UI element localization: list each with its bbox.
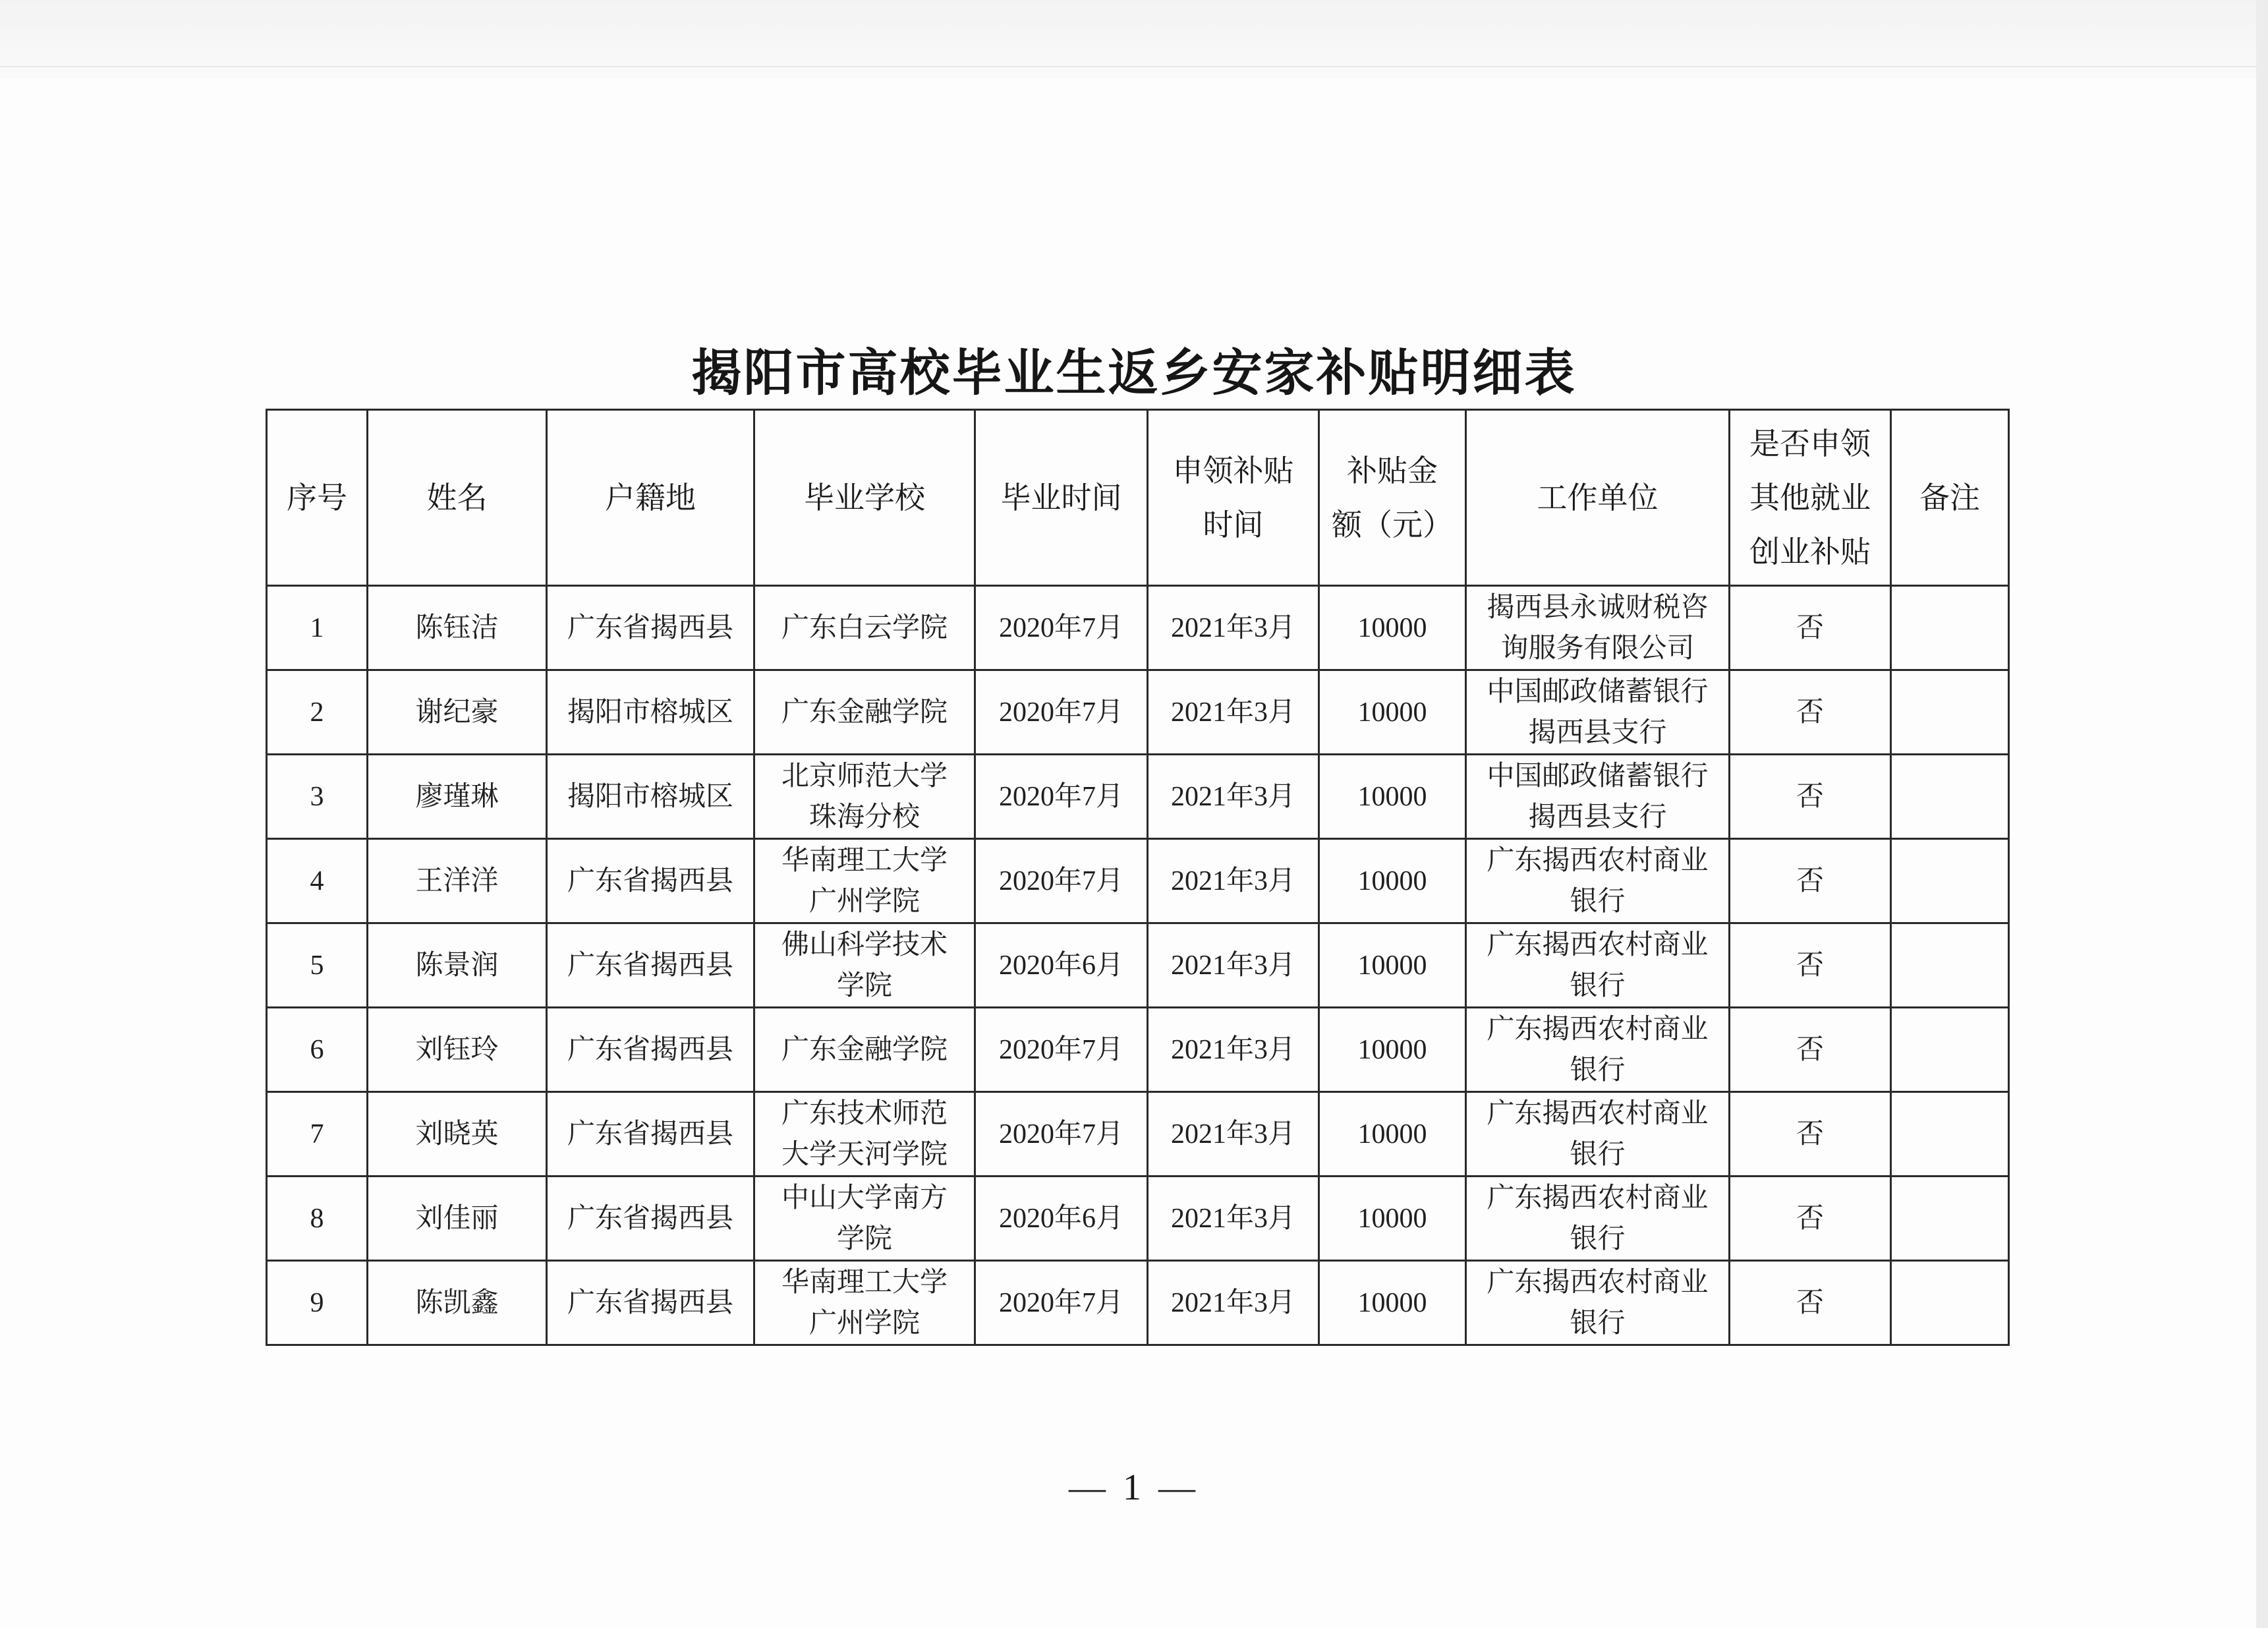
scan-top-stripe bbox=[0, 0, 2268, 79]
cell-graduated-school: 华南理工大学 广州学院 bbox=[754, 1261, 975, 1345]
cell-remarks bbox=[1891, 839, 2009, 923]
cell-application-date: 2021年3月 bbox=[1148, 586, 1319, 670]
cell-name: 陈钰洁 bbox=[368, 586, 547, 670]
header-graduation-date: 毕业时间 bbox=[975, 410, 1148, 586]
cell-application-date: 2021年3月 bbox=[1148, 670, 1319, 755]
table-row bbox=[267, 755, 2009, 839]
cell-other-subsidy: 否 bbox=[1730, 839, 1891, 923]
header-name: 姓名 bbox=[368, 410, 547, 586]
cell-household-registration: 广东省揭西县 bbox=[547, 839, 754, 923]
cell-index: 3 bbox=[267, 755, 368, 839]
cell-application-date: 2021年3月 bbox=[1148, 1177, 1319, 1261]
cell-household-registration: 揭阳市榕城区 bbox=[547, 755, 754, 839]
cell-household-registration: 广东省揭西县 bbox=[547, 1177, 754, 1261]
cell-application-date: 2021年3月 bbox=[1148, 755, 1319, 839]
cell-employer: 中国邮政储蓄银行 揭西县支行 bbox=[1466, 755, 1730, 839]
cell-name: 谢纪豪 bbox=[368, 670, 547, 755]
cell-graduated-school: 广东白云学院 bbox=[754, 586, 975, 670]
scan-right-edge bbox=[2256, 0, 2268, 1628]
cell-graduation-date: 2020年7月 bbox=[975, 1261, 1148, 1345]
cell-name: 陈凯鑫 bbox=[368, 1261, 547, 1345]
cell-subsidy-amount: 10000 bbox=[1319, 1008, 1466, 1092]
cell-index: 8 bbox=[267, 1177, 368, 1261]
table-header bbox=[267, 410, 2009, 586]
cell-household-registration: 广东省揭西县 bbox=[547, 586, 754, 670]
cell-remarks bbox=[1891, 755, 2009, 839]
cell-name: 刘钰玲 bbox=[368, 1008, 547, 1092]
cell-household-registration: 广东省揭西县 bbox=[547, 923, 754, 1008]
scan-top-line bbox=[0, 66, 2268, 67]
cell-name: 廖瑾琳 bbox=[368, 755, 547, 839]
cell-other-subsidy: 否 bbox=[1730, 755, 1891, 839]
cell-other-subsidy: 否 bbox=[1730, 1092, 1891, 1177]
table-row bbox=[267, 586, 2009, 670]
page-number: — 1 — bbox=[1069, 1467, 1199, 1508]
cell-employer: 广东揭西农村商业 银行 bbox=[1466, 1261, 1730, 1345]
cell-graduation-date: 2020年6月 bbox=[975, 1177, 1148, 1261]
cell-graduated-school: 广东技术师范 大学天河学院 bbox=[754, 1092, 975, 1177]
cell-subsidy-amount: 10000 bbox=[1319, 670, 1466, 755]
cell-graduated-school: 北京师范大学 珠海分校 bbox=[754, 755, 975, 839]
cell-application-date: 2021年3月 bbox=[1148, 1008, 1319, 1092]
header-employer: 工作单位 bbox=[1466, 410, 1730, 586]
cell-employer: 中国邮政储蓄银行 揭西县支行 bbox=[1466, 670, 1730, 755]
table-row bbox=[267, 1177, 2009, 1261]
table-row bbox=[267, 1008, 2009, 1092]
cell-subsidy-amount: 10000 bbox=[1319, 923, 1466, 1008]
cell-remarks bbox=[1891, 1261, 2009, 1345]
subsidy-detail-table bbox=[266, 409, 2010, 1346]
cell-remarks bbox=[1891, 923, 2009, 1008]
cell-name: 刘晓英 bbox=[368, 1092, 547, 1177]
cell-remarks bbox=[1891, 1177, 2009, 1261]
cell-index: 5 bbox=[267, 923, 368, 1008]
cell-household-registration: 揭阳市榕城区 bbox=[547, 670, 754, 755]
cell-subsidy-amount: 10000 bbox=[1319, 1177, 1466, 1261]
cell-subsidy-amount: 10000 bbox=[1319, 839, 1466, 923]
cell-other-subsidy: 否 bbox=[1730, 1008, 1891, 1092]
cell-remarks bbox=[1891, 1008, 2009, 1092]
header-household-registration: 户籍地 bbox=[547, 410, 754, 586]
cell-other-subsidy: 否 bbox=[1730, 1261, 1891, 1345]
cell-index: 9 bbox=[267, 1261, 368, 1345]
cell-employer: 广东揭西农村商业 银行 bbox=[1466, 923, 1730, 1008]
header-remarks: 备注 bbox=[1891, 410, 2009, 586]
header-other-subsidy: 是否申领 其他就业 创业补贴 bbox=[1730, 410, 1891, 586]
header-index: 序号 bbox=[267, 410, 368, 586]
table-row bbox=[267, 1092, 2009, 1177]
header-subsidy-amount: 补贴金 额（元） bbox=[1319, 410, 1466, 586]
table-row bbox=[267, 670, 2009, 755]
cell-index: 2 bbox=[267, 670, 368, 755]
cell-graduation-date: 2020年7月 bbox=[975, 839, 1148, 923]
cell-index: 4 bbox=[267, 839, 368, 923]
cell-subsidy-amount: 10000 bbox=[1319, 586, 1466, 670]
cell-employer: 揭西县永诚财税咨 询服务有限公司 bbox=[1466, 586, 1730, 670]
header-graduated-school: 毕业学校 bbox=[754, 410, 975, 586]
table-row bbox=[267, 1261, 2009, 1345]
cell-graduated-school: 中山大学南方 学院 bbox=[754, 1177, 975, 1261]
cell-index: 1 bbox=[267, 586, 368, 670]
cell-other-subsidy: 否 bbox=[1730, 923, 1891, 1008]
cell-graduated-school: 佛山科学技术 学院 bbox=[754, 923, 975, 1008]
cell-application-date: 2021年3月 bbox=[1148, 923, 1319, 1008]
table-body bbox=[267, 586, 2009, 1345]
cell-graduated-school: 广东金融学院 bbox=[754, 1008, 975, 1092]
cell-subsidy-amount: 10000 bbox=[1319, 1261, 1466, 1345]
table-row bbox=[267, 923, 2009, 1008]
cell-application-date: 2021年3月 bbox=[1148, 839, 1319, 923]
cell-remarks bbox=[1891, 586, 2009, 670]
cell-remarks bbox=[1891, 1092, 2009, 1177]
cell-household-registration: 广东省揭西县 bbox=[547, 1092, 754, 1177]
cell-employer: 广东揭西农村商业 银行 bbox=[1466, 1092, 1730, 1177]
cell-remarks bbox=[1891, 670, 2009, 755]
document-title: 揭阳市高校毕业生返乡安家补贴明细表 bbox=[691, 343, 1577, 402]
cell-other-subsidy: 否 bbox=[1730, 670, 1891, 755]
cell-name: 王洋洋 bbox=[368, 839, 547, 923]
cell-name: 刘佳丽 bbox=[368, 1177, 547, 1261]
cell-graduation-date: 2020年7月 bbox=[975, 1092, 1148, 1177]
cell-graduation-date: 2020年7月 bbox=[975, 755, 1148, 839]
cell-index: 7 bbox=[267, 1092, 368, 1177]
cell-employer: 广东揭西农村商业 银行 bbox=[1466, 1177, 1730, 1261]
header-application-date: 申领补贴 时间 bbox=[1148, 410, 1319, 586]
cell-name: 陈景润 bbox=[368, 923, 547, 1008]
cell-subsidy-amount: 10000 bbox=[1319, 1092, 1466, 1177]
header-row bbox=[267, 410, 2009, 586]
table-row bbox=[267, 839, 2009, 923]
cell-graduation-date: 2020年7月 bbox=[975, 586, 1148, 670]
cell-index: 6 bbox=[267, 1008, 368, 1092]
cell-household-registration: 广东省揭西县 bbox=[547, 1008, 754, 1092]
cell-household-registration: 广东省揭西县 bbox=[547, 1261, 754, 1345]
cell-application-date: 2021年3月 bbox=[1148, 1092, 1319, 1177]
cell-employer: 广东揭西农村商业 银行 bbox=[1466, 1008, 1730, 1092]
cell-graduated-school: 广东金融学院 bbox=[754, 670, 975, 755]
cell-graduation-date: 2020年7月 bbox=[975, 1008, 1148, 1092]
cell-graduated-school: 华南理工大学 广州学院 bbox=[754, 839, 975, 923]
cell-subsidy-amount: 10000 bbox=[1319, 755, 1466, 839]
cell-employer: 广东揭西农村商业 银行 bbox=[1466, 839, 1730, 923]
cell-other-subsidy: 否 bbox=[1730, 1177, 1891, 1261]
cell-application-date: 2021年3月 bbox=[1148, 1261, 1319, 1345]
cell-graduation-date: 2020年6月 bbox=[975, 923, 1148, 1008]
cell-graduation-date: 2020年7月 bbox=[975, 670, 1148, 755]
cell-other-subsidy: 否 bbox=[1730, 586, 1891, 670]
